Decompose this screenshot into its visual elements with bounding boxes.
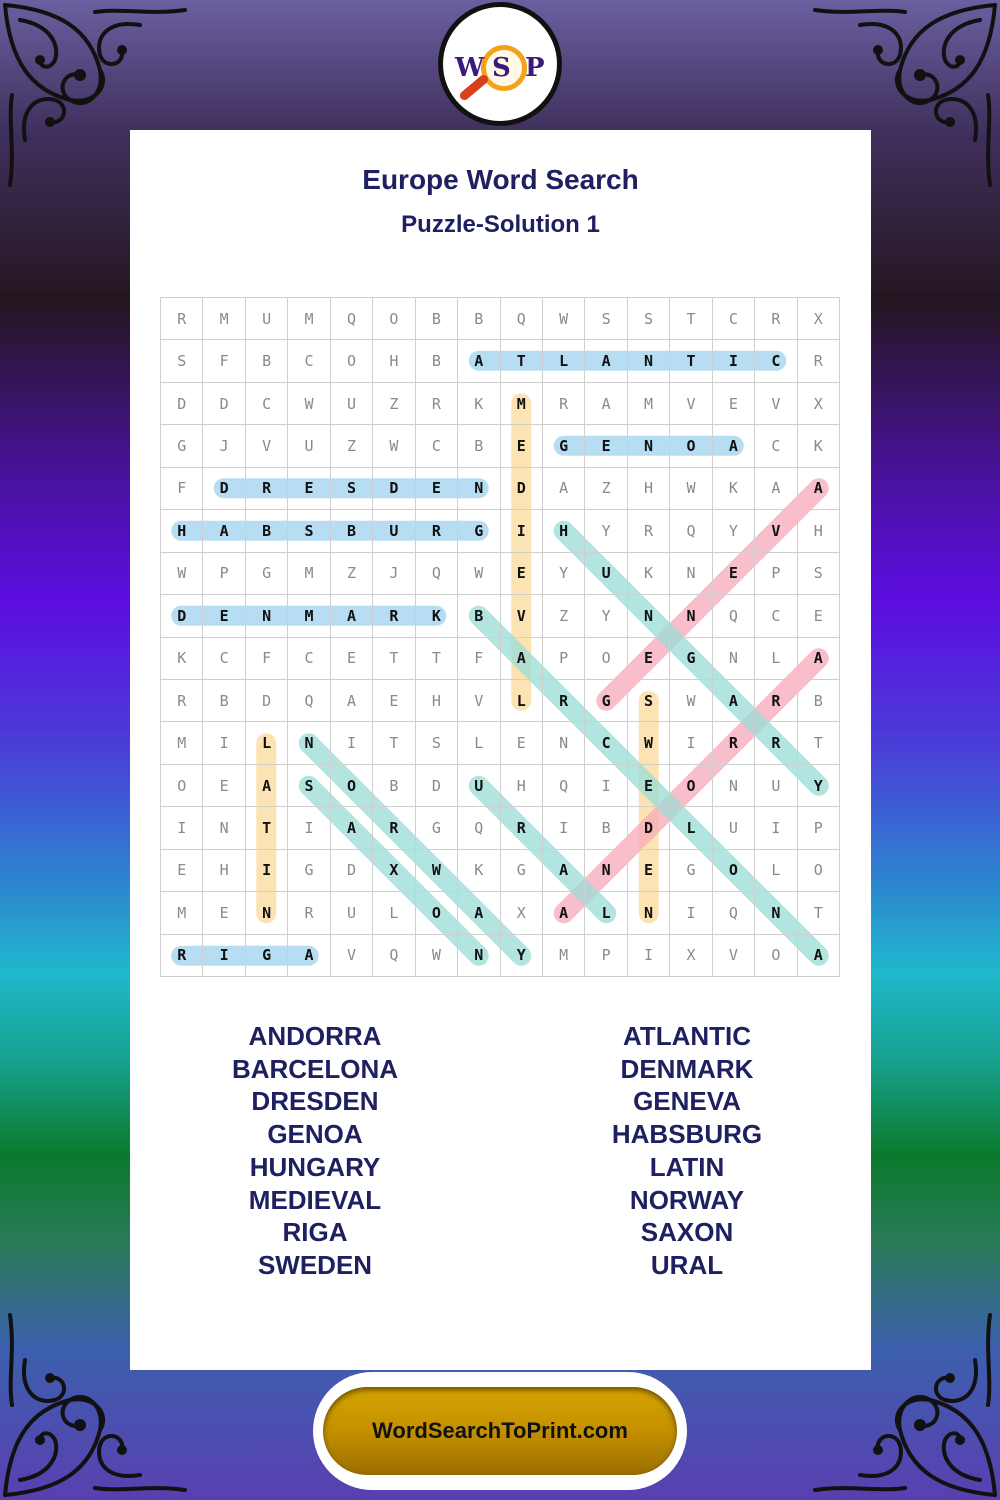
- grid-cell[interactable]: Y: [543, 553, 585, 595]
- grid-cell[interactable]: N: [288, 722, 330, 764]
- grid-cell[interactable]: S: [161, 340, 203, 382]
- word-list-item: GENEVA: [633, 1086, 741, 1117]
- grid-cell[interactable]: E: [203, 892, 245, 934]
- grid-cell[interactable]: N: [713, 638, 755, 680]
- grid-cell[interactable]: N: [755, 892, 797, 934]
- grid-cell[interactable]: V: [713, 935, 755, 977]
- grid-cell[interactable]: V: [246, 425, 288, 467]
- grid-cell[interactable]: O: [373, 298, 415, 340]
- grid-cell[interactable]: C: [585, 722, 627, 764]
- grid-cell[interactable]: O: [755, 935, 797, 977]
- grid-cell[interactable]: W: [288, 383, 330, 425]
- grid-cell[interactable]: I: [203, 722, 245, 764]
- grid-cell[interactable]: G: [543, 425, 585, 467]
- grid-cell[interactable]: G: [458, 510, 500, 552]
- grid-cell[interactable]: X: [798, 383, 840, 425]
- grid-cell[interactable]: W: [628, 722, 670, 764]
- grid-cell[interactable]: E: [501, 425, 543, 467]
- logo-letter-p: P: [525, 53, 545, 83]
- grid-cell[interactable]: A: [458, 340, 500, 382]
- grid-cell[interactable]: N: [458, 468, 500, 510]
- grid-cell[interactable]: B: [416, 298, 458, 340]
- grid-cell[interactable]: M: [161, 892, 203, 934]
- grid-cell[interactable]: Z: [543, 595, 585, 637]
- grid-cell[interactable]: Q: [501, 298, 543, 340]
- logo-letter-w: W: [455, 53, 485, 83]
- grid-cell[interactable]: D: [416, 765, 458, 807]
- grid-cell[interactable]: Z: [585, 468, 627, 510]
- grid-cell[interactable]: Z: [331, 425, 373, 467]
- grid-cell[interactable]: A: [798, 935, 840, 977]
- grid-cell[interactable]: A: [755, 468, 797, 510]
- word-list-item: BARCELONA: [231, 1053, 399, 1084]
- grid-cell[interactable]: A: [713, 425, 755, 467]
- grid-cell[interactable]: N: [670, 595, 712, 637]
- grid-cell[interactable]: B: [373, 765, 415, 807]
- grid-cell[interactable]: F: [458, 638, 500, 680]
- grid-cell[interactable]: O: [798, 850, 840, 892]
- grid-cell[interactable]: A: [543, 468, 585, 510]
- grid-cell[interactable]: C: [755, 595, 797, 637]
- grid-cell[interactable]: R: [713, 722, 755, 764]
- grid-cell[interactable]: T: [670, 340, 712, 382]
- grid-cell[interactable]: K: [713, 468, 755, 510]
- grid-cell[interactable]: L: [670, 807, 712, 849]
- grid-cell[interactable]: I: [543, 807, 585, 849]
- grid-cell[interactable]: K: [798, 425, 840, 467]
- grid-cell[interactable]: I: [203, 935, 245, 977]
- puzzle-sheet: [130, 130, 871, 1370]
- grid-cell[interactable]: Y: [585, 510, 627, 552]
- grid-cell[interactable]: I: [713, 340, 755, 382]
- word-list-item: RIGA: [282, 1217, 348, 1248]
- grid-cell[interactable]: R: [755, 298, 797, 340]
- grid-cell[interactable]: E: [331, 638, 373, 680]
- grid-cell[interactable]: H: [501, 765, 543, 807]
- grid-cell[interactable]: M: [288, 595, 330, 637]
- grid-cell[interactable]: E: [203, 595, 245, 637]
- grid-cell[interactable]: T: [798, 892, 840, 934]
- grid-cell[interactable]: I: [161, 807, 203, 849]
- grid-cell[interactable]: D: [373, 468, 415, 510]
- grid-cell[interactable]: E: [373, 680, 415, 722]
- grid-cell[interactable]: O: [331, 340, 373, 382]
- grid-cell[interactable]: V: [755, 383, 797, 425]
- word-list-item: MEDIEVAL: [248, 1184, 382, 1215]
- grid-cell[interactable]: W: [670, 680, 712, 722]
- grid-cell[interactable]: U: [331, 892, 373, 934]
- grid-cell[interactable]: M: [501, 383, 543, 425]
- grid-cell[interactable]: N: [628, 595, 670, 637]
- grid-cell[interactable]: W: [458, 553, 500, 595]
- grid-cell[interactable]: A: [585, 340, 627, 382]
- grid-cell[interactable]: X: [373, 850, 415, 892]
- grid-cell[interactable]: B: [458, 425, 500, 467]
- footer-badge[interactable]: [313, 1372, 687, 1490]
- logo-letter-s: S: [492, 53, 511, 83]
- grid-cell[interactable]: N: [458, 935, 500, 977]
- grid-cell[interactable]: O: [161, 765, 203, 807]
- grid-cell[interactable]: C: [755, 425, 797, 467]
- grid-cell[interactable]: E: [798, 595, 840, 637]
- grid-cell[interactable]: E: [501, 722, 543, 764]
- grid-cell[interactable]: S: [585, 298, 627, 340]
- grid-cell[interactable]: G: [288, 850, 330, 892]
- grid-cell[interactable]: A: [458, 892, 500, 934]
- grid-cell[interactable]: Q: [416, 553, 458, 595]
- grid-cell[interactable]: E: [628, 850, 670, 892]
- grid-cell[interactable]: G: [501, 850, 543, 892]
- grid-cell[interactable]: S: [416, 722, 458, 764]
- grid-cell[interactable]: R: [373, 807, 415, 849]
- word-list-item: HABSBURG: [611, 1119, 763, 1150]
- grid-cell[interactable]: T: [416, 638, 458, 680]
- grid-cell[interactable]: A: [713, 680, 755, 722]
- grid-cell[interactable]: A: [246, 765, 288, 807]
- grid-cell[interactable]: A: [798, 638, 840, 680]
- grid-cell[interactable]: D: [501, 468, 543, 510]
- grid-cell[interactable]: G: [670, 638, 712, 680]
- grid-cell[interactable]: B: [585, 807, 627, 849]
- grid-cell[interactable]: Q: [543, 765, 585, 807]
- grid-cell[interactable]: S: [288, 510, 330, 552]
- grid-cell[interactable]: E: [585, 425, 627, 467]
- grid-cell[interactable]: T: [373, 722, 415, 764]
- grid-cell[interactable]: L: [585, 892, 627, 934]
- grid-cell[interactable]: K: [628, 553, 670, 595]
- grid-cell[interactable]: U: [288, 425, 330, 467]
- grid-cell[interactable]: R: [416, 510, 458, 552]
- grid-cell[interactable]: K: [458, 383, 500, 425]
- grid-cell[interactable]: N: [585, 850, 627, 892]
- grid-cell[interactable]: V: [458, 680, 500, 722]
- grid-cell[interactable]: B: [798, 680, 840, 722]
- grid-cell[interactable]: H: [203, 850, 245, 892]
- grid-cell[interactable]: Z: [331, 553, 373, 595]
- grid-cell[interactable]: H: [628, 468, 670, 510]
- grid-cell[interactable]: N: [628, 892, 670, 934]
- grid-cell[interactable]: T: [798, 722, 840, 764]
- grid-cell[interactable]: Z: [373, 383, 415, 425]
- grid-cell[interactable]: E: [628, 638, 670, 680]
- grid-cell[interactable]: V: [670, 383, 712, 425]
- grid-cell[interactable]: D: [246, 680, 288, 722]
- grid-cell[interactable]: Q: [288, 680, 330, 722]
- grid-cell[interactable]: Q: [713, 595, 755, 637]
- grid-cell[interactable]: L: [755, 638, 797, 680]
- letter-cells: [160, 297, 840, 977]
- grid-cell[interactable]: W: [373, 425, 415, 467]
- grid-cell[interactable]: X: [798, 298, 840, 340]
- grid-cell[interactable]: V: [501, 595, 543, 637]
- grid-cell[interactable]: I: [628, 935, 670, 977]
- word-list-right: [502, 1020, 872, 1282]
- grid-cell[interactable]: H: [798, 510, 840, 552]
- grid-cell[interactable]: F: [203, 340, 245, 382]
- grid-cell[interactable]: X: [501, 892, 543, 934]
- grid-cell[interactable]: I: [670, 722, 712, 764]
- grid-cell[interactable]: O: [713, 850, 755, 892]
- grid-cell[interactable]: S: [628, 298, 670, 340]
- grid-cell[interactable]: M: [161, 722, 203, 764]
- grid-cell[interactable]: R: [416, 383, 458, 425]
- grid-cell[interactable]: O: [670, 765, 712, 807]
- grid-cell[interactable]: R: [161, 935, 203, 977]
- grid-cell[interactable]: W: [670, 468, 712, 510]
- grid-cell[interactable]: D: [161, 383, 203, 425]
- grid-cell[interactable]: A: [585, 383, 627, 425]
- grid-cell[interactable]: E: [713, 553, 755, 595]
- grid-cell[interactable]: B: [203, 680, 245, 722]
- grid-cell[interactable]: C: [288, 638, 330, 680]
- word-list-item: GENOA: [267, 1119, 363, 1150]
- grid-cell[interactable]: T: [246, 807, 288, 849]
- grid-cell[interactable]: A: [798, 468, 840, 510]
- grid-cell[interactable]: Q: [670, 510, 712, 552]
- grid-cell[interactable]: I: [246, 850, 288, 892]
- grid-cell[interactable]: S: [288, 765, 330, 807]
- grid-cell[interactable]: G: [670, 850, 712, 892]
- grid-cell[interactable]: M: [628, 383, 670, 425]
- grid-cell[interactable]: E: [161, 850, 203, 892]
- grid-cell[interactable]: U: [458, 765, 500, 807]
- grid-cell[interactable]: Q: [713, 892, 755, 934]
- grid-cell[interactable]: Q: [458, 807, 500, 849]
- grid-cell[interactable]: P: [585, 935, 627, 977]
- word-search-grid: [160, 297, 840, 977]
- grid-cell[interactable]: M: [203, 298, 245, 340]
- grid-cell[interactable]: H: [543, 510, 585, 552]
- word-list-item: ANDORRA: [248, 1021, 382, 1051]
- grid-cell[interactable]: M: [543, 935, 585, 977]
- grid-cell[interactable]: R: [798, 340, 840, 382]
- grid-cell[interactable]: D: [161, 595, 203, 637]
- grid-cell[interactable]: E: [501, 553, 543, 595]
- grid-cell[interactable]: K: [161, 638, 203, 680]
- wsp-logo[interactable]: [438, 2, 562, 126]
- grid-cell[interactable]: A: [331, 807, 373, 849]
- grid-cell[interactable]: U: [373, 510, 415, 552]
- word-list-item: NORWAY: [629, 1184, 745, 1215]
- grid-cell[interactable]: Y: [798, 765, 840, 807]
- grid-cell[interactable]: K: [458, 850, 500, 892]
- footer-site-link[interactable]: WordSearchToPrint.com: [372, 1418, 628, 1443]
- grid-cell[interactable]: L: [246, 722, 288, 764]
- word-list-item: URAL: [650, 1249, 724, 1280]
- grid-cell[interactable]: N: [203, 807, 245, 849]
- grid-cell[interactable]: V: [755, 510, 797, 552]
- grid-cell[interactable]: R: [161, 680, 203, 722]
- grid-cell[interactable]: C: [713, 298, 755, 340]
- grid-cell[interactable]: L: [373, 892, 415, 934]
- page-title: Europe Word Search: [362, 164, 639, 195]
- grid-cell[interactable]: U: [331, 383, 373, 425]
- grid-cell[interactable]: O: [670, 425, 712, 467]
- grid-cell[interactable]: B: [416, 340, 458, 382]
- grid-cell[interactable]: R: [246, 468, 288, 510]
- grid-cell[interactable]: L: [501, 680, 543, 722]
- grid-cell[interactable]: D: [203, 383, 245, 425]
- grid-cell[interactable]: I: [501, 510, 543, 552]
- grid-cell[interactable]: D: [628, 807, 670, 849]
- grid-cell[interactable]: E: [203, 765, 245, 807]
- grid-cell[interactable]: Y: [713, 510, 755, 552]
- grid-cell[interactable]: E: [713, 383, 755, 425]
- grid-cell[interactable]: U: [755, 765, 797, 807]
- word-list-item: LATIN: [649, 1151, 725, 1182]
- grid-cell[interactable]: F: [161, 468, 203, 510]
- grid-cell[interactable]: G: [246, 935, 288, 977]
- grid-cell[interactable]: R: [288, 892, 330, 934]
- grid-cell[interactable]: H: [373, 340, 415, 382]
- grid-cell[interactable]: W: [416, 935, 458, 977]
- grid-cell[interactable]: L: [458, 722, 500, 764]
- grid-cell[interactable]: R: [501, 807, 543, 849]
- grid-cell[interactable]: X: [670, 935, 712, 977]
- grid-cell[interactable]: V: [331, 935, 373, 977]
- grid-cell[interactable]: H: [416, 680, 458, 722]
- grid-cell[interactable]: I: [288, 807, 330, 849]
- grid-cell[interactable]: H: [161, 510, 203, 552]
- grid-cell[interactable]: M: [288, 298, 330, 340]
- grid-cell[interactable]: P: [798, 807, 840, 849]
- grid-cell[interactable]: A: [501, 638, 543, 680]
- grid-cell[interactable]: P: [755, 553, 797, 595]
- grid-cell[interactable]: G: [585, 680, 627, 722]
- grid-cell[interactable]: J: [373, 553, 415, 595]
- grid-cell[interactable]: A: [543, 850, 585, 892]
- grid-cell[interactable]: A: [543, 892, 585, 934]
- grid-cell[interactable]: U: [246, 298, 288, 340]
- grid-cell[interactable]: B: [458, 595, 500, 637]
- grid-cell[interactable]: C: [416, 425, 458, 467]
- grid-cell[interactable]: Y: [501, 935, 543, 977]
- grid-cell[interactable]: B: [331, 510, 373, 552]
- grid-cell[interactable]: N: [628, 340, 670, 382]
- grid-cell[interactable]: W: [543, 298, 585, 340]
- grid-cell[interactable]: S: [798, 553, 840, 595]
- grid-cell[interactable]: E: [416, 468, 458, 510]
- grid-cell[interactable]: T: [670, 298, 712, 340]
- word-list-item: ATLANTIC: [622, 1021, 752, 1051]
- grid-cell[interactable]: W: [416, 850, 458, 892]
- grid-cell[interactable]: R: [755, 722, 797, 764]
- grid-cell[interactable]: U: [585, 553, 627, 595]
- grid-cell[interactable]: I: [331, 722, 373, 764]
- grid-cell[interactable]: M: [288, 553, 330, 595]
- page-subtitle: Puzzle-Solution 1: [401, 211, 600, 238]
- grid-cell[interactable]: G: [161, 425, 203, 467]
- grid-cell[interactable]: U: [713, 807, 755, 849]
- grid-cell[interactable]: Y: [585, 595, 627, 637]
- grid-cell[interactable]: T: [501, 340, 543, 382]
- grid-cell[interactable]: C: [288, 340, 330, 382]
- grid-cell[interactable]: D: [331, 850, 373, 892]
- word-list-item: DENMARK: [620, 1053, 754, 1084]
- grid-cell[interactable]: A: [288, 935, 330, 977]
- word-list-item: HUNGARY: [249, 1151, 381, 1182]
- grid-cell[interactable]: R: [543, 383, 585, 425]
- grid-cell[interactable]: R: [373, 595, 415, 637]
- grid-cell[interactable]: N: [246, 892, 288, 934]
- grid-cell[interactable]: I: [755, 807, 797, 849]
- grid-cell[interactable]: A: [331, 680, 373, 722]
- grid-cell[interactable]: Q: [373, 935, 415, 977]
- grid-cell[interactable]: E: [288, 468, 330, 510]
- grid-cell[interactable]: P: [543, 638, 585, 680]
- grid-cell[interactable]: A: [203, 510, 245, 552]
- grid-cell[interactable]: B: [458, 298, 500, 340]
- grid-cell[interactable]: K: [416, 595, 458, 637]
- grid-cell[interactable]: F: [246, 638, 288, 680]
- grid-cell[interactable]: N: [246, 595, 288, 637]
- grid-cell[interactable]: G: [246, 553, 288, 595]
- grid-cell[interactable]: N: [670, 553, 712, 595]
- word-list-left: [130, 1020, 500, 1282]
- grid-cell[interactable]: C: [246, 383, 288, 425]
- grid-cell[interactable]: J: [203, 425, 245, 467]
- grid-cell[interactable]: S: [331, 468, 373, 510]
- grid-cell[interactable]: B: [246, 340, 288, 382]
- grid-cell[interactable]: R: [161, 298, 203, 340]
- grid-cell[interactable]: O: [585, 638, 627, 680]
- grid-cell[interactable]: E: [628, 765, 670, 807]
- grid-cell[interactable]: O: [416, 892, 458, 934]
- grid-cell[interactable]: I: [585, 765, 627, 807]
- grid-cell[interactable]: N: [543, 722, 585, 764]
- grid-cell[interactable]: D: [203, 468, 245, 510]
- word-list-item: SWEDEN: [257, 1249, 373, 1280]
- word-list-item: SAXON: [640, 1217, 734, 1248]
- grid-cell[interactable]: A: [331, 595, 373, 637]
- grid-cell[interactable]: L: [755, 850, 797, 892]
- grid-cell[interactable]: T: [373, 638, 415, 680]
- grid-cell[interactable]: L: [543, 340, 585, 382]
- grid-cell[interactable]: G: [416, 807, 458, 849]
- grid-cell[interactable]: R: [628, 510, 670, 552]
- grid-cell[interactable]: O: [331, 765, 373, 807]
- grid-cell[interactable]: N: [628, 425, 670, 467]
- grid-cell[interactable]: Q: [331, 298, 373, 340]
- word-list-item: DRESDEN: [251, 1086, 379, 1117]
- grid-cell[interactable]: R: [755, 680, 797, 722]
- grid-cell[interactable]: B: [246, 510, 288, 552]
- grid-cell[interactable]: C: [755, 340, 797, 382]
- grid-cell[interactable]: N: [713, 765, 755, 807]
- grid-cell[interactable]: P: [203, 553, 245, 595]
- grid-cell[interactable]: R: [543, 680, 585, 722]
- grid-cell[interactable]: W: [161, 553, 203, 595]
- grid-cell[interactable]: C: [203, 638, 245, 680]
- grid-cell[interactable]: S: [628, 680, 670, 722]
- grid-cell[interactable]: I: [670, 892, 712, 934]
